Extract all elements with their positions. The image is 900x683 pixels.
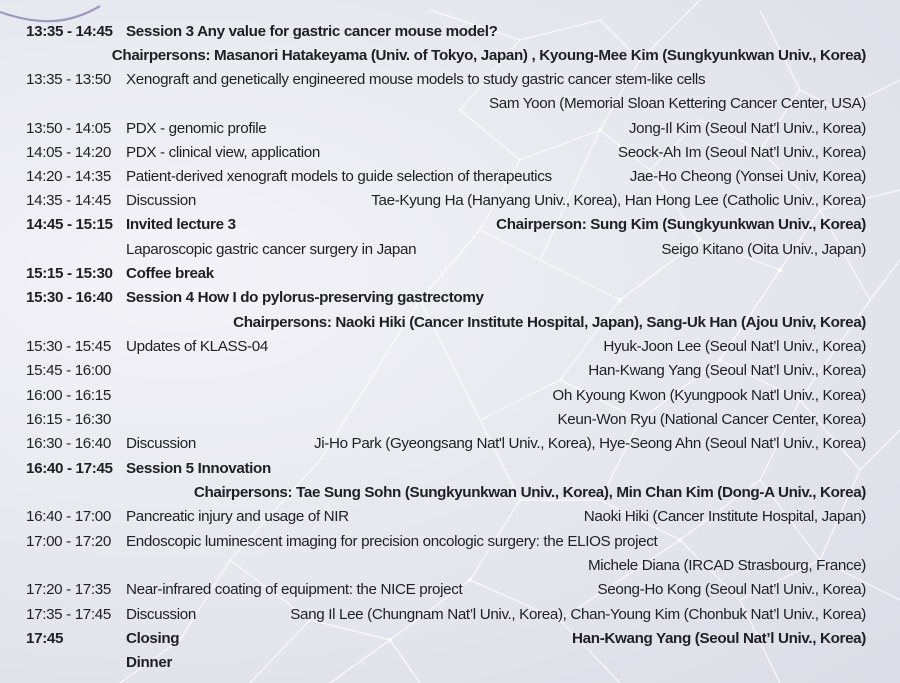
session-title: Dinner	[126, 654, 172, 671]
schedule-row	[26, 238, 866, 262]
schedule-row	[26, 213, 866, 237]
row-time: 14:05 - 14:20	[26, 144, 111, 161]
row-time: 16:40 - 17:45	[26, 460, 113, 477]
talk-title: PDX - genomic profile	[126, 120, 267, 137]
row-time: 15:45 - 16:00	[26, 362, 111, 379]
row-time: 13:35 - 13:50	[26, 71, 111, 88]
chairpersons: Chairpersons: Tae Sung Sohn (Sungkyunkwan Univ., Korea), Min Chan Kim (Dong-A Univ., Korea)	[193, 484, 866, 501]
row-time: 13:50 - 14:05	[26, 120, 111, 137]
schedule-row	[26, 286, 866, 310]
schedule-row	[26, 165, 866, 189]
talk-title: Discussion	[126, 192, 196, 209]
row-time: 14:45 - 15:15	[26, 216, 113, 233]
session-title: Coffee break	[126, 265, 214, 282]
talk-title: Discussion	[126, 606, 196, 623]
schedule-row	[26, 627, 866, 651]
schedule-row	[26, 481, 866, 505]
talk-title: Updates of KLASS-04	[126, 338, 268, 355]
schedule-row	[26, 92, 866, 116]
schedule-row	[26, 189, 866, 213]
schedule-row	[26, 20, 866, 44]
schedule-row	[26, 554, 866, 578]
row-time: 17:00 - 17:20	[26, 533, 111, 550]
speaker: Sam Yoon (Memorial Sloan Kettering Cancer Center, USA)	[488, 95, 866, 112]
speaker: Seock-Ah Im (Seoul Nat’l Univ., Korea)	[617, 144, 866, 161]
session-title: Session 5 Innovation	[126, 460, 271, 477]
talk-title: PDX - clinical view, application	[126, 144, 320, 161]
schedule-row	[26, 578, 866, 602]
schedule-row	[26, 408, 866, 432]
speaker: Jae-Ho Cheong (Yonsei Univ, Korea)	[629, 168, 866, 185]
row-time: 13:35 - 14:45	[26, 23, 113, 40]
session-title: Session 4 How I do pylorus-preserving gastrectomy	[126, 289, 484, 306]
talk-title: Near-infrared coating of equipment: the NICE project	[126, 581, 463, 598]
session-title: Closing	[126, 630, 180, 647]
chairpersons: Chairperson: Sung Kim (Sungkyunkwan Univ., Korea)	[496, 216, 866, 233]
speaker: Hyuk-Joon Lee (Seoul Nat’l Univ., Korea)	[603, 338, 866, 355]
speaker: Michele Diana (IRCAD Strasbourg, France)	[587, 557, 866, 574]
schedule-row	[26, 603, 866, 627]
schedule-row	[26, 530, 866, 554]
speaker: Seigo Kitano (Oita Univ., Japan)	[661, 241, 866, 258]
row-time: 14:35 - 14:45	[26, 192, 111, 209]
talk-title: Pancreatic injury and usage of NIR	[126, 508, 349, 525]
talk-title: Endoscopic luminescent imaging for precision oncologic surgery: the ELIOS project	[126, 533, 658, 550]
chairpersons: Chairpersons: Masanori Hatakeyama (Univ. of Tokyo, Japan) , Kyoung-Mee Kim (Sungkyunkwan Univ., Korea)	[111, 47, 866, 64]
session-title: Invited lecture 3	[126, 216, 236, 233]
row-time: 15:30 - 16:40	[26, 289, 113, 306]
schedule-row	[26, 457, 866, 481]
chairpersons: Chairpersons: Naoki Hiki (Cancer Institute Hospital, Japan), Sang-Uk Han (Ajou Univ, Korea)	[233, 314, 866, 331]
schedule-row	[26, 117, 866, 141]
row-time: 17:35 - 17:45	[26, 606, 111, 623]
talk-title: Xenograft and genetically engineered mouse models to study gastric cancer stem-like cells	[126, 71, 706, 88]
schedule-row	[26, 505, 866, 529]
row-time: 17:20 - 17:35	[26, 581, 111, 598]
speaker: Tae-Kyung Ha (Hanyang Univ., Korea), Han Hong Lee (Catholic Univ., Korea)	[371, 192, 866, 209]
session-title: Session 3 Any value for gastric cancer mouse model?	[126, 23, 498, 40]
row-time: 16:00 - 16:15	[26, 387, 111, 404]
talk-title: Laparoscopic gastric cancer surgery in Japan	[126, 241, 417, 258]
row-time: 14:20 - 14:35	[26, 168, 111, 185]
speaker: Han-Kwang Yang (Seoul Nat’l Univ., Korea)	[588, 362, 866, 379]
row-time: 16:15 - 16:30	[26, 411, 111, 428]
speaker: Ji-Ho Park (Gyeongsang Nat'l Univ., Korea), Hye-Seong Ahn (Seoul Nat’l Univ., Korea)	[313, 435, 866, 452]
row-time: 17:45	[26, 630, 64, 647]
row-time: 15:30 - 15:45	[26, 338, 111, 355]
speaker: Sang Il Lee (Chungnam Nat’l Univ., Korea), Chan-Young Kim (Chonbuk Nat’l Univ., Korea)	[290, 606, 866, 623]
schedule-row	[26, 359, 866, 383]
speaker: Oh Kyoung Kwon (Kyungpook Nat'l Univ., Korea)	[552, 387, 866, 404]
speaker: Han-Kwang Yang (Seoul Nat’l Univ., Korea)	[572, 630, 866, 647]
schedule-row	[26, 141, 866, 165]
schedule-row	[26, 44, 866, 68]
talk-title: Patient-derived xenograft models to guide selection of therapeutics	[126, 168, 552, 185]
row-time: 16:40 - 17:00	[26, 508, 111, 525]
speaker: Naoki Hiki (Cancer Institute Hospital, Japan)	[583, 508, 866, 525]
schedule-row	[26, 311, 866, 335]
talk-title: Discussion	[126, 435, 196, 452]
schedule-row	[26, 335, 866, 359]
schedule-row	[26, 68, 866, 92]
speaker: Seong-Ho Kong (Seoul Nat’l Univ., Korea)	[597, 581, 866, 598]
row-time: 15:15 - 15:30	[26, 265, 113, 282]
schedule-row	[26, 384, 866, 408]
row-time: 16:30 - 16:40	[26, 435, 111, 452]
schedule-row	[26, 262, 866, 286]
speaker: Keun-Won Ryu (National Cancer Center, Korea)	[557, 411, 866, 428]
speaker: Jong-Il Kim (Seoul Nat’l Univ., Korea)	[628, 120, 866, 137]
schedule-row	[26, 651, 866, 675]
schedule-row	[26, 432, 866, 456]
